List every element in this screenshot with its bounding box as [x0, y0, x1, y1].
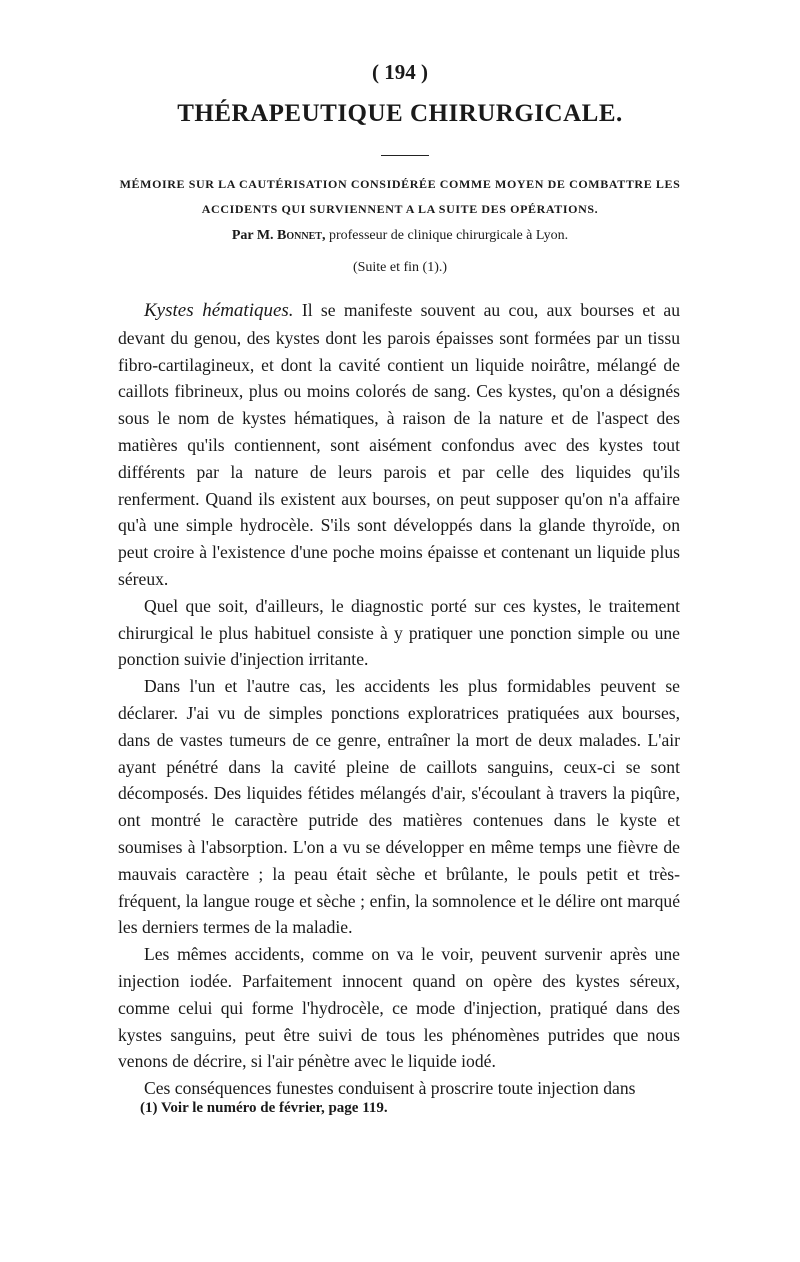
author-role: professeur de clinique chirurgicale à Lyon.	[328, 228, 569, 243]
byline-prefix: Par M.	[231, 228, 274, 243]
paragraph: Quel que soit, d'ailleurs, le diagnostic porté sur ces kystes, le traitement chirurgical le plus habituel consiste à y pratiquer une ponction simple ou une ponction suivie d'injection irritante.	[118, 595, 680, 670]
author-name: Bonnet,	[277, 228, 326, 243]
memoir-title: MÉMOIRE SUR LA CAUTÉRISATION CONSIDÉRÉE COMME MOYEN DE COMBATTRE LES ACCIDENTS QUI SURVIENNENT A LA SUITE DES OPÉRATIONS.	[119, 177, 681, 216]
paragraph-lead: Kystes hématiques.	[144, 300, 294, 321]
continuation-note: (Suite et fin (1).)	[352, 260, 448, 275]
body-text	[118, 297, 680, 1102]
paragraph-text: Il se manifeste souvent au cou, aux bourses et au devant du genou, des kystes dont les parois épaisses sont formées par un tissu fibro-cartilagineux, et dont la cavité contient un liquide noirâtre, mélangé de caillots fibrineux, plus ou moins colorés de sang. Ces kystes, qu'on a désignés sous le nom de kystes hématiques, à raison de la nature et de l'aspect des matières qu'ils contiennent, sont aisément confondus avec des kystes tout différents par la nature de leurs parois et par celle des liquides qu'ils renferment. Quand ils existent aux bourses, on peut supposer qu'on n'a affaire qu'à une simple hydrocèle. S'ils sont développés dans la glande thyroïde, on peut croire à l'existence d'une poche moins épaisse et contenant un liquide plus séreux.	[118, 300, 680, 589]
page-number: ( 194 )	[372, 60, 428, 84]
section-title: THÉRAPEUTIQUE CHIRURGICALE.	[177, 100, 623, 127]
paragraph	[118, 297, 680, 593]
paragraph: Les mêmes accidents, comme on va le voir, peuvent survenir après une injection iodée. Parfaitement innocent quand on opère des kystes séreux, comme celui qui forme l'hydrocèle, ce mode d'injection, pratiqué dans des kystes sanguins, peut être suivi de tous les phénomènes putrides que nous venons de décrire, si l'air pénètre avec le liquide iodé.	[118, 944, 680, 1072]
byline	[0, 228, 800, 244]
title-divider	[381, 155, 429, 156]
footnote: (1) Voir le numéro de février, page 119.	[140, 1100, 388, 1116]
paragraph: Ces conséquences funestes conduisent à proscrire toute injection dans	[144, 1078, 636, 1099]
paragraph: Dans l'un et l'autre cas, les accidents les plus formidables peuvent se déclarer. J'ai vu de simples ponctions exploratrices pratiquées aux bourses, dans de vastes tumeurs de ce genre, entraîner la mort de deux malades. L'air ayant pénétré dans la cavité pleine de caillots sanguins, ceux-ci se sont décomposés. Des liquides fétides mélangés d'air, s'écoulant à travers la piqûre, ont montré le caractère putride des matières contenues dans le kyste et soumises à l'absorption. L'on a vu se développer en même temps une fièvre de mauvais caractère ; la peau était sèche et brûlante, le pouls petit et très-fréquent, la langue rouge et sèche ; enfin, la somnolence et le délire ont marqué les derniers termes de la maladie.	[118, 676, 680, 938]
